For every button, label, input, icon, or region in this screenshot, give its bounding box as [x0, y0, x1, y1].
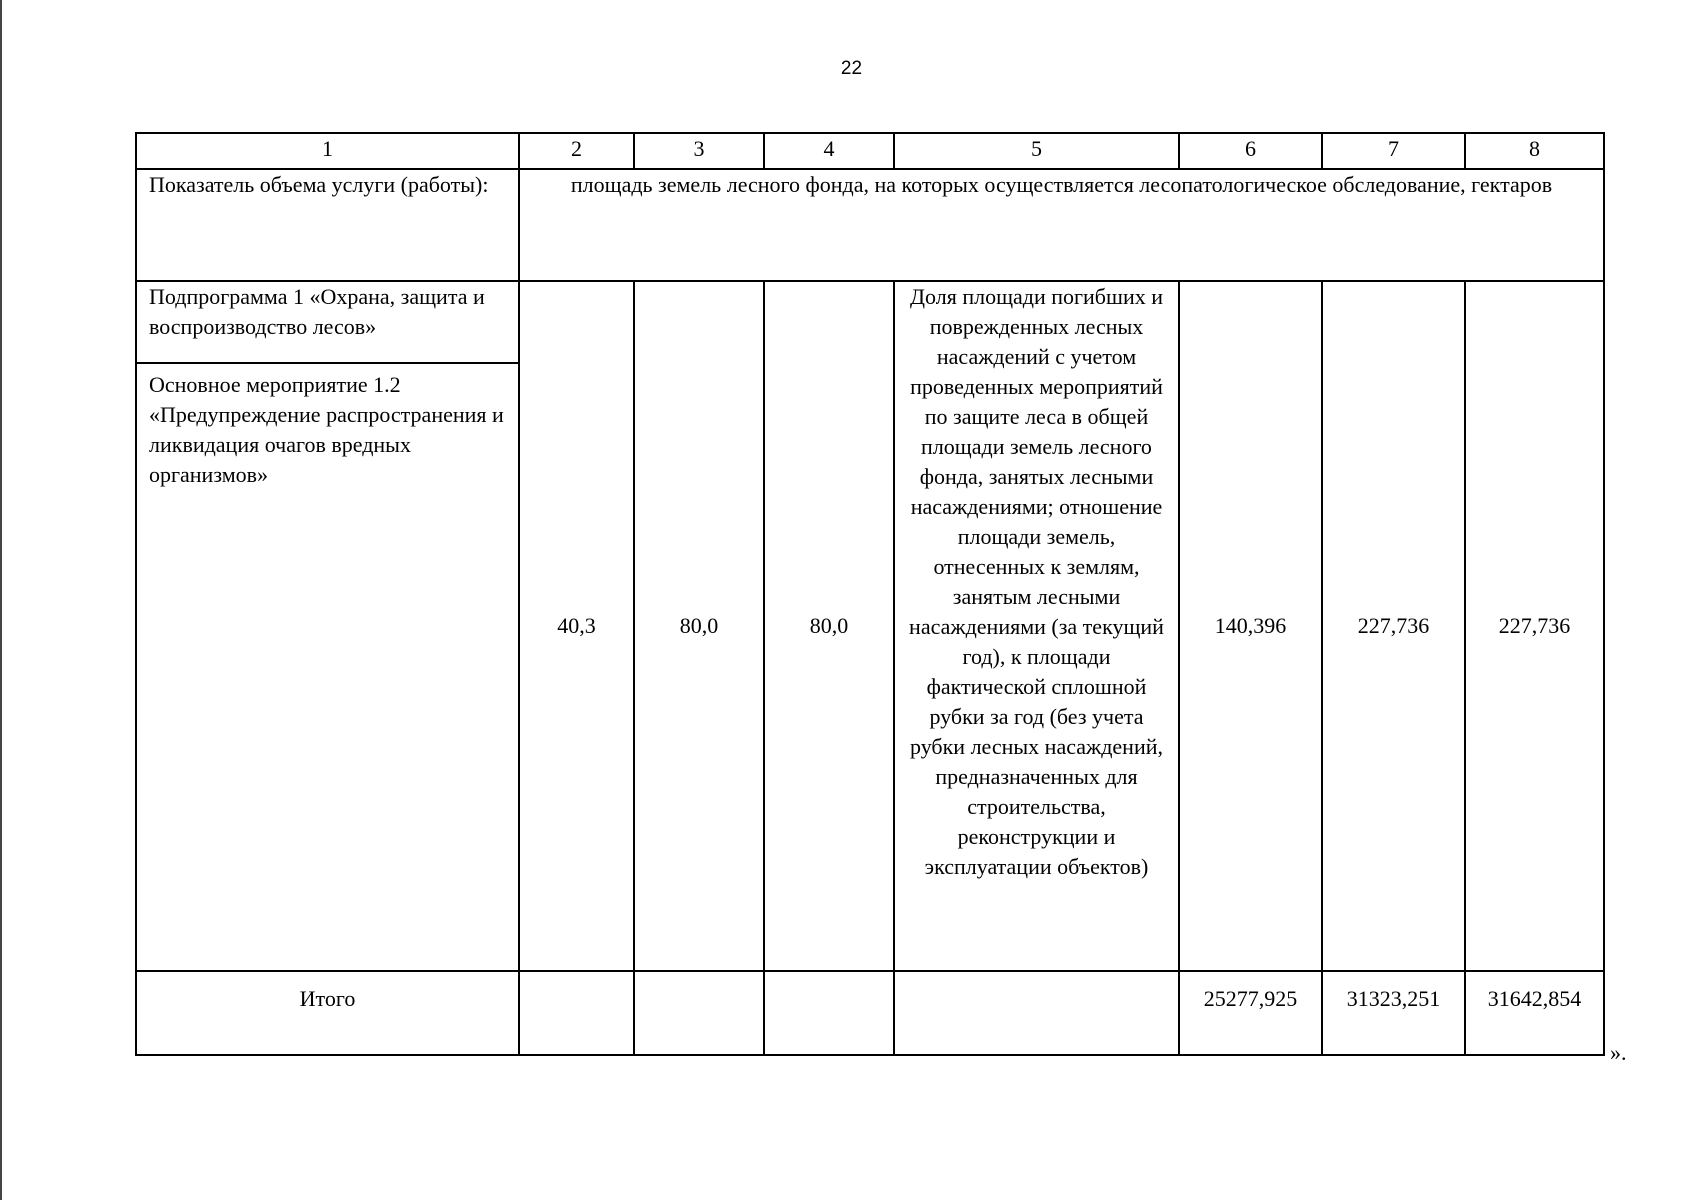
col2-value: 40,3 — [519, 281, 634, 971]
measure-name: Основное мероприятие 1.2 «Предупреждение распространения и ликвидация очагов вредных организмов» — [136, 363, 519, 971]
header-cell-3: 3 — [634, 133, 764, 169]
col4-value: 80,0 — [764, 281, 894, 971]
indicator-label: Показатель объема услуги (работы): — [136, 169, 519, 281]
col5-description: Доля площади погибших и поврежденных лесных насаждений с учетом проведенных мероприятий по защите леса в общей площади земель лесного фонда, занятых лесными насаждениями; отношение площади земель, отнесенных к землям, занятым лесными насаждениями (за текущий год), к площади фактической сплошной рубки за год (без учета рубки лесных насаждений, предназначенных для строительства, реконструкции и эксплуатации объектов) — [894, 281, 1179, 971]
col6-value: 140,396 — [1179, 281, 1322, 971]
total-label: Итого — [136, 971, 519, 1055]
indicator-row — [136, 169, 1604, 281]
header-cell-4: 4 — [764, 133, 894, 169]
header-cell-7: 7 — [1322, 133, 1465, 169]
data-table — [135, 132, 1605, 1056]
scan-edge — [0, 0, 2, 1200]
total-col6: 25277,925 — [1179, 971, 1322, 1055]
col7-value: 227,736 — [1322, 281, 1465, 971]
total-col4 — [764, 971, 894, 1055]
closing-quote: ». — [1610, 1040, 1627, 1065]
total-col2 — [519, 971, 634, 1055]
total-col8: 31642,854 — [1465, 971, 1604, 1055]
page-number: 22 — [840, 58, 863, 79]
total-col5 — [894, 971, 1179, 1055]
total-col3 — [634, 971, 764, 1055]
subprogram-row — [136, 281, 1604, 363]
header-cell-5: 5 — [894, 133, 1179, 169]
header-cell-2: 2 — [519, 133, 634, 169]
total-col7: 31323,251 — [1322, 971, 1465, 1055]
col8-value: 227,736 — [1465, 281, 1604, 971]
header-cell-6: 6 — [1179, 133, 1322, 169]
header-cell-8: 8 — [1465, 133, 1604, 169]
total-row — [136, 971, 1604, 1055]
header-row — [136, 133, 1604, 169]
header-cell-1: 1 — [136, 133, 519, 169]
indicator-value: площадь земель лесного фонда, на которых осуществляется лесопатологическое обследование, гектаров — [519, 169, 1604, 281]
subprogram-name: Подпрограмма 1 «Охрана, защита и воспроизводство лесов» — [136, 281, 519, 363]
col3-value: 80,0 — [634, 281, 764, 971]
